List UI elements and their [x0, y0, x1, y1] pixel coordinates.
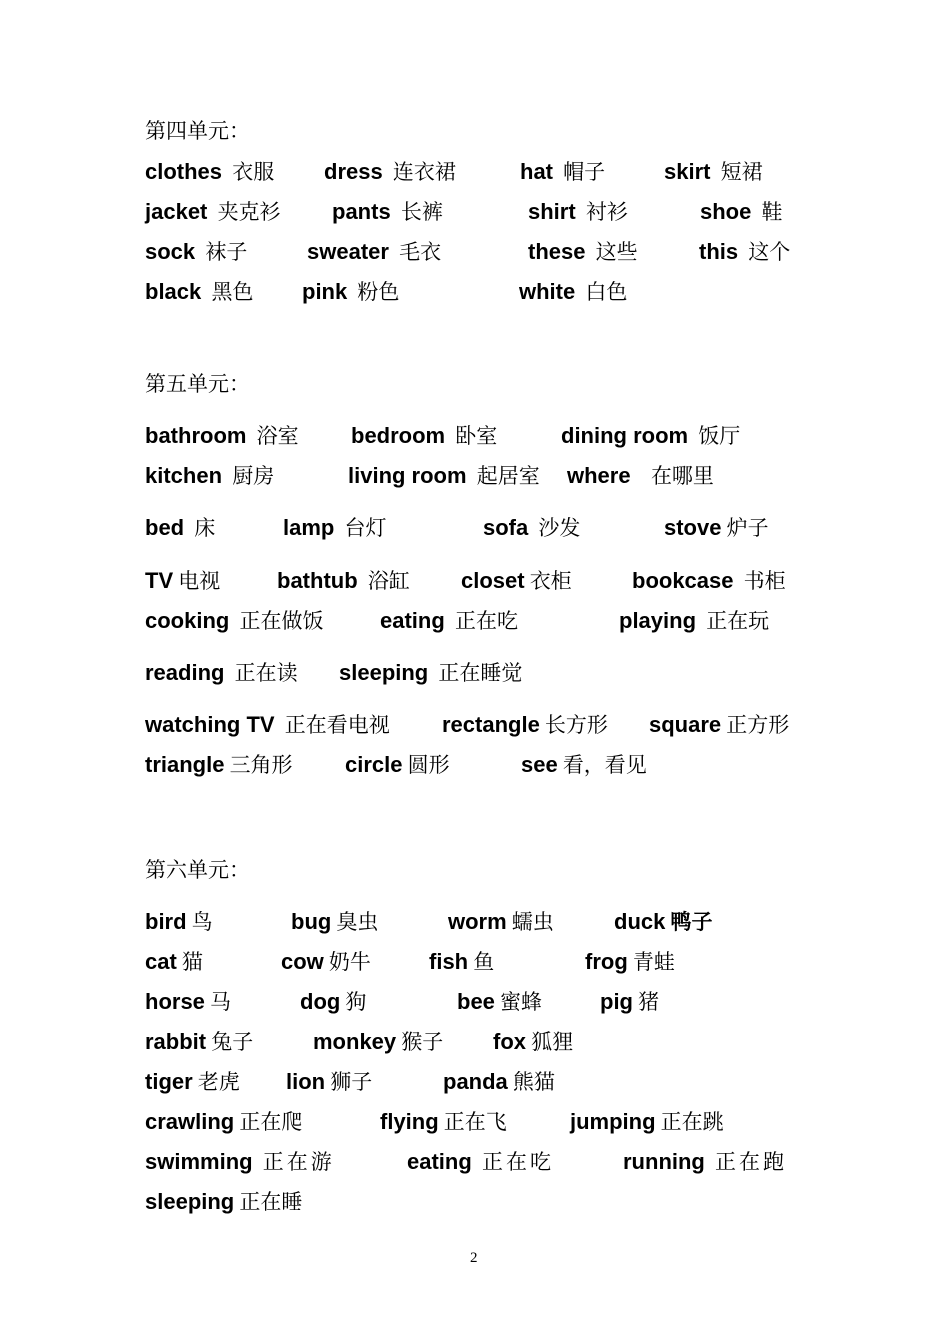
english-word: sleeping: [339, 660, 429, 685]
vocab-entry: [307, 241, 441, 263]
vocab-entry: [145, 1031, 253, 1053]
english-word: circle: [345, 752, 403, 777]
chinese-meaning: 猴子: [401, 1030, 444, 1054]
vocab-entry: [145, 1071, 240, 1093]
english-word: eating: [380, 608, 445, 633]
english-word: monkey: [313, 1029, 397, 1054]
vocab-entry: [145, 570, 220, 592]
english-word: sweater: [307, 239, 389, 264]
english-word: tiger: [145, 1069, 193, 1094]
english-word: running: [623, 1149, 705, 1174]
chinese-meaning: 猫: [181, 950, 203, 974]
chinese-meaning: 鞋: [761, 200, 783, 224]
chinese-meaning: 正在游: [262, 1150, 335, 1174]
english-word: cooking: [145, 608, 230, 633]
vocab-entry: [332, 201, 443, 223]
english-word: hat: [520, 159, 553, 184]
vocab-entry: [281, 951, 371, 973]
vocab-entry: [291, 911, 378, 933]
vocab-entry: [520, 161, 605, 183]
chinese-meaning: 狐狸: [531, 1030, 574, 1054]
vocab-entry: [324, 161, 456, 183]
chinese-meaning: 正在睡: [239, 1190, 303, 1214]
chinese-meaning: 圆形: [407, 753, 450, 777]
vocab-entry: [600, 991, 659, 1013]
vocab-entry: [145, 517, 215, 539]
chinese-meaning: 正在爬: [239, 1110, 303, 1134]
chinese-meaning: 兔子: [211, 1030, 254, 1054]
english-word: bee: [457, 989, 495, 1014]
chinese-meaning: 衣服: [232, 160, 275, 184]
vocab-entry: [286, 1071, 372, 1093]
chinese-meaning: 在哪里: [650, 464, 714, 488]
chinese-meaning: 台灯: [344, 516, 387, 540]
chinese-meaning: 老虎: [197, 1070, 240, 1094]
vocab-entry: [145, 610, 324, 632]
vocab-entry: [145, 754, 293, 776]
vocab-entry: [145, 911, 213, 933]
english-word: clothes: [145, 159, 223, 184]
chinese-meaning: 连衣裙: [392, 160, 456, 184]
chinese-meaning: 正在做饭: [239, 609, 324, 633]
english-word: rectangle: [442, 712, 540, 737]
chinese-meaning: 厨房: [232, 464, 275, 488]
vocab-entry: [277, 570, 410, 592]
vocab-entry: [570, 1111, 724, 1133]
chinese-meaning: 黑色: [211, 280, 254, 304]
chinese-meaning: 猪: [638, 990, 660, 1014]
english-word: square: [649, 712, 722, 737]
vocab-entry: [429, 951, 494, 973]
vocab-entry: [145, 714, 390, 736]
english-word: frog: [585, 949, 628, 974]
english-word: watching TV: [145, 712, 275, 737]
english-word: bathtub: [277, 568, 358, 593]
vocab-entry: [614, 911, 712, 933]
chinese-meaning: 正在飞: [443, 1110, 507, 1134]
chinese-meaning: 蠕虫: [511, 910, 554, 934]
vocab-entry: [300, 991, 366, 1013]
english-word: sofa: [483, 515, 529, 540]
chinese-meaning: 马: [210, 990, 232, 1014]
english-word: shoe: [700, 199, 752, 224]
english-word: crawling: [145, 1109, 235, 1134]
english-word: duck: [614, 909, 666, 934]
english-word: bird: [145, 909, 187, 934]
english-word: TV: [145, 568, 174, 593]
chinese-meaning: 短裙: [720, 160, 763, 184]
english-word: where: [567, 463, 631, 488]
vocab-entry: [664, 161, 763, 183]
vocab-entry: [561, 425, 740, 447]
english-word: pig: [600, 989, 633, 1014]
english-word: pink: [302, 279, 348, 304]
vocab-entry: [649, 714, 789, 736]
english-word: rabbit: [145, 1029, 207, 1054]
vocab-entry: [461, 570, 572, 592]
english-word: black: [145, 279, 202, 304]
chinese-meaning: 鱼: [473, 950, 495, 974]
chinese-meaning: 衣柜: [529, 569, 572, 593]
vocab-entry: [145, 201, 281, 223]
english-word: bedroom: [351, 423, 446, 448]
vocab-entry: [528, 201, 628, 223]
vocab-entry: [145, 1151, 335, 1173]
vocab-entry: [700, 201, 783, 223]
vocab-entry: [528, 241, 638, 263]
vocab-entry: [380, 610, 518, 632]
english-word: lion: [286, 1069, 326, 1094]
english-word: this: [699, 239, 739, 264]
chinese-meaning: 毛衣: [399, 240, 442, 264]
chinese-meaning: 炉子: [726, 516, 769, 540]
english-word: closet: [461, 568, 525, 593]
english-word: bed: [145, 515, 185, 540]
english-word: dining room: [561, 423, 689, 448]
vocab-entry: [145, 951, 203, 973]
english-word: white: [519, 279, 576, 304]
chinese-meaning: 正在吃: [454, 609, 518, 633]
chinese-meaning: 卧室: [455, 424, 498, 448]
vocab-entry: [283, 517, 387, 539]
english-word: shirt: [528, 199, 576, 224]
chinese-meaning: 长裤: [400, 200, 443, 224]
english-word: cat: [145, 949, 177, 974]
english-word: worm: [448, 909, 507, 934]
chinese-meaning: 书柜: [743, 569, 786, 593]
chinese-meaning: 床: [194, 516, 216, 540]
chinese-meaning: 长方形: [544, 713, 608, 737]
english-word: panda: [443, 1069, 508, 1094]
english-word: kitchen: [145, 463, 223, 488]
page-number: 2: [470, 1250, 478, 1266]
chinese-meaning: 正在跳: [660, 1110, 724, 1134]
chinese-meaning: 浴缸: [367, 569, 410, 593]
vocab-entry: [348, 465, 540, 487]
vocab-entry: [145, 991, 231, 1013]
vocab-entry: [585, 951, 675, 973]
vocab-entry: [345, 754, 450, 776]
chinese-meaning: 熊猫: [512, 1070, 555, 1094]
chinese-meaning: 起居室: [476, 464, 540, 488]
chinese-meaning: 正在吃: [481, 1150, 554, 1174]
chinese-meaning: 狮子: [330, 1070, 373, 1094]
english-word: sock: [145, 239, 196, 264]
vocab-entry: [145, 662, 298, 684]
unit-4-heading: 第四单元：: [145, 119, 250, 143]
vocab-entry: [448, 911, 554, 933]
english-word: pants: [332, 199, 391, 224]
vocab-entry: [145, 465, 274, 487]
english-word: skirt: [664, 159, 711, 184]
english-word: eating: [407, 1149, 472, 1174]
vocab-entry: [443, 1071, 555, 1093]
vocab-entry: [145, 1191, 302, 1213]
chinese-meaning: 看，看见: [562, 753, 647, 777]
chinese-meaning: 狗: [345, 990, 367, 1014]
vocab-entry: [519, 281, 627, 303]
chinese-meaning: 饭厅: [698, 424, 741, 448]
english-word: living room: [348, 463, 467, 488]
chinese-meaning: 青蛙: [632, 950, 675, 974]
unit-5-heading: 第五单元：: [145, 372, 250, 396]
vocab-entry: [632, 570, 786, 592]
english-word: playing: [619, 608, 697, 633]
vocab-entry: [664, 517, 769, 539]
vocab-entry: [145, 425, 299, 447]
vocab-entry: [623, 1151, 787, 1173]
english-word: horse: [145, 989, 205, 1014]
chinese-meaning: 电视: [178, 569, 221, 593]
english-word: triangle: [145, 752, 225, 777]
vocab-entry: [339, 662, 522, 684]
vocab-entry: [567, 465, 714, 487]
chinese-meaning: 三角形: [229, 753, 293, 777]
english-word: dog: [300, 989, 341, 1014]
chinese-meaning: 正在读: [234, 661, 298, 685]
vocab-entry: [145, 161, 274, 183]
chinese-meaning: 夹克衫: [217, 200, 281, 224]
english-word: fox: [493, 1029, 526, 1054]
english-word: cow: [281, 949, 324, 974]
chinese-meaning: 帽子: [563, 160, 606, 184]
vocab-entry: [351, 425, 497, 447]
english-word: these: [528, 239, 586, 264]
chinese-meaning: 浴室: [256, 424, 299, 448]
english-word: reading: [145, 660, 225, 685]
chinese-meaning: 鸟: [191, 910, 213, 934]
vocab-entry: [145, 1111, 302, 1133]
vocab-entry: [493, 1031, 573, 1053]
english-word: bug: [291, 909, 332, 934]
chinese-meaning: 正在睡觉: [438, 661, 523, 685]
vocab-entry: [457, 991, 542, 1013]
chinese-meaning: 蜜蜂: [500, 990, 543, 1014]
chinese-meaning: 鸭子: [670, 909, 713, 934]
chinese-meaning: 正在玩: [706, 609, 770, 633]
chinese-meaning: 衬衫: [585, 200, 628, 224]
vocab-entry: [483, 517, 580, 539]
chinese-meaning: 正方形: [726, 713, 790, 737]
chinese-meaning: 奶牛: [328, 950, 371, 974]
english-word: swimming: [145, 1149, 253, 1174]
english-word: jumping: [570, 1109, 656, 1134]
vocab-entry: [619, 610, 769, 632]
english-word: sleeping: [145, 1189, 235, 1214]
chinese-meaning: 臭虫: [336, 910, 379, 934]
english-word: see: [521, 752, 558, 777]
english-word: jacket: [145, 199, 208, 224]
english-word: dress: [324, 159, 383, 184]
chinese-meaning: 这个: [748, 240, 791, 264]
english-word: flying: [380, 1109, 439, 1134]
vocab-entry: [313, 1031, 443, 1053]
vocab-entry: [699, 241, 790, 263]
vocab-entry: [302, 281, 399, 303]
vocab-entry: [407, 1151, 554, 1173]
chinese-meaning: 正在跑: [715, 1150, 788, 1174]
vocab-entry: [521, 754, 647, 776]
unit-6-heading: 第六单元：: [145, 858, 250, 882]
chinese-meaning: 沙发: [538, 516, 581, 540]
english-word: stove: [664, 515, 722, 540]
vocab-entry: [145, 241, 247, 263]
vocab-entry: [442, 714, 608, 736]
vocab-entry: [380, 1111, 507, 1133]
chinese-meaning: 这些: [595, 240, 638, 264]
chinese-meaning: 白色: [585, 280, 628, 304]
english-word: lamp: [283, 515, 335, 540]
english-word: bookcase: [632, 568, 734, 593]
chinese-meaning: 粉色: [357, 280, 400, 304]
vocab-entry: [145, 281, 253, 303]
english-word: bathroom: [145, 423, 247, 448]
chinese-meaning: 袜子: [205, 240, 248, 264]
chinese-meaning: 正在看电视: [284, 713, 390, 737]
english-word: fish: [429, 949, 469, 974]
